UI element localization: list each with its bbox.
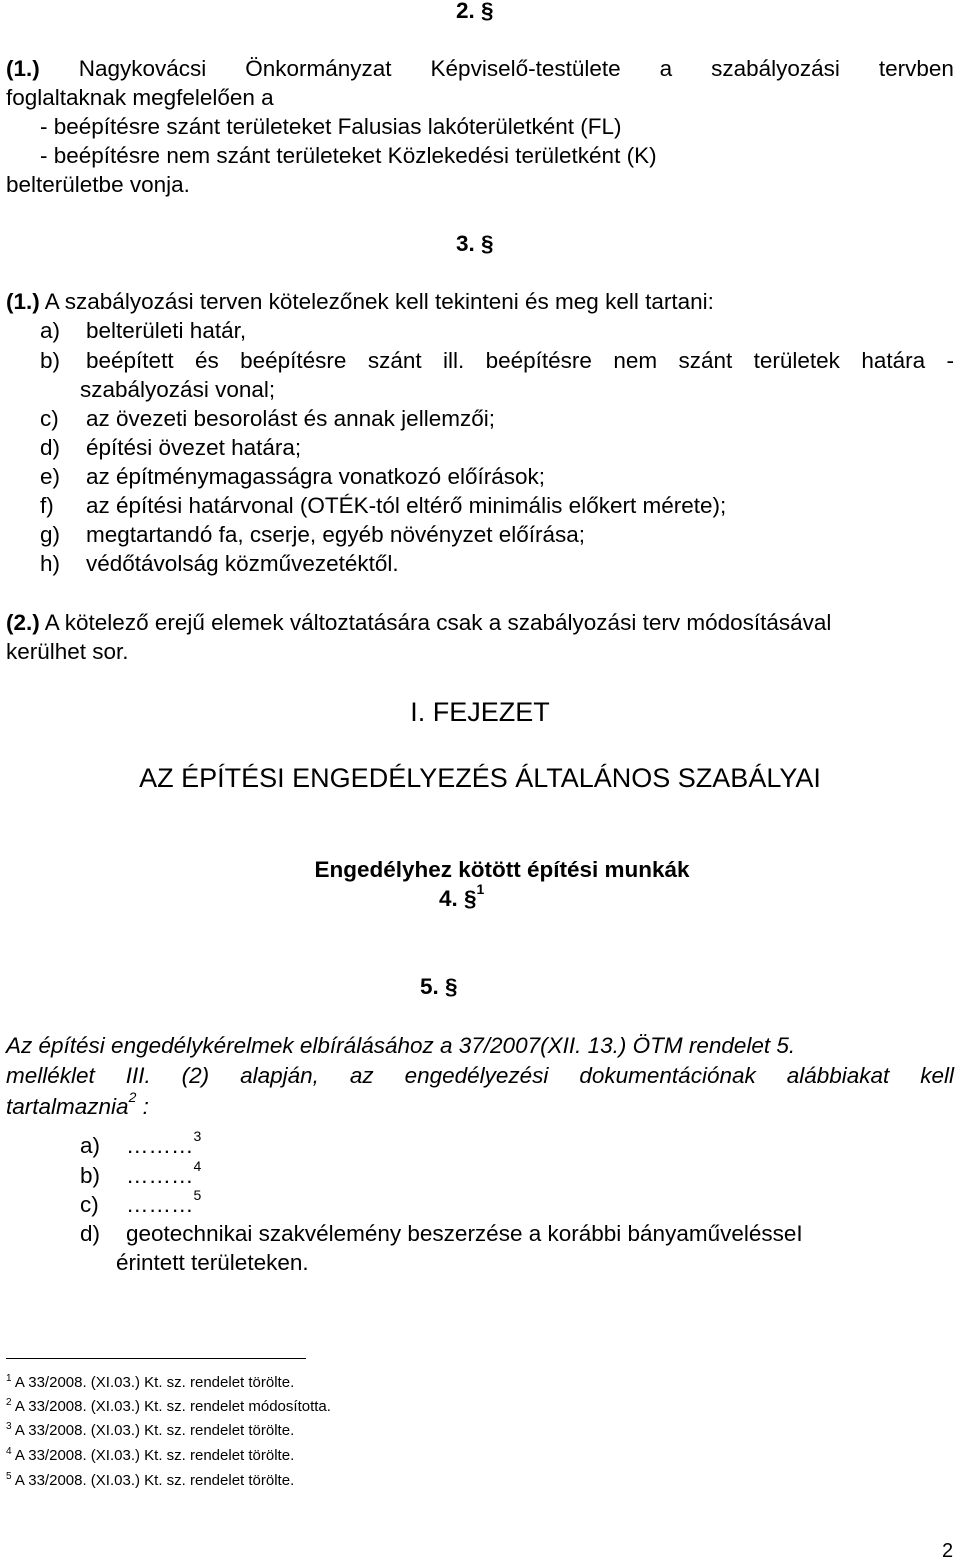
paragraph-number: (1.) <box>6 56 40 81</box>
footnote-ref: 3 <box>193 1128 202 1144</box>
footnote-ref: 1 <box>476 881 485 897</box>
list-item: h) védőtávolság közművezetéktől. <box>40 551 399 576</box>
list-item: a) ………$^3$ <box>80 1128 202 1158</box>
footnote: $^2$ A 33/2008. (XI.03.) Kt. sz. rendelet módosította. <box>6 1397 331 1415</box>
page-number: 2 <box>942 1540 954 1562</box>
word: Képviselő-testülete <box>430 56 621 81</box>
list-item-continuation: szabályozási vonal; <box>80 377 276 402</box>
word: Önkormányzat <box>245 56 392 81</box>
paragraph-line: kerülhet sor. <box>6 639 129 664</box>
list-item: b) beépített és beépítésre szánt ill. beépítésre nem szánt területek határa - <box>40 348 954 373</box>
paragraph-line: belterületbe vonja. <box>6 172 190 197</box>
section-heading-2: 2. § <box>456 0 494 23</box>
chapter-subtitle: Engedélyhez kötött építési munkák <box>314 857 690 882</box>
footnote-ref: 5 <box>193 1187 202 1203</box>
footnote: $^3$ A 33/2008. (XI.03.) Kt. sz. rendelet törölte. <box>6 1421 295 1439</box>
paragraph-line: foglaltaknak megfelelően a <box>6 85 274 110</box>
word: tervben <box>878 56 954 81</box>
paragraph-line <box>6 54 954 83</box>
list-item: a) belterületi határ, <box>40 318 247 343</box>
footnote-ref: 4 <box>193 1158 202 1174</box>
paragraph-text: A kötelező erejű elemek változtatására csak a szabályozási terv módosításával <box>44 610 832 635</box>
word: szabályozási <box>711 56 840 81</box>
section-heading-5: 5. § <box>420 974 458 999</box>
footnote: $^5$ A 33/2008. (XI.03.) Kt. sz. rendelet törölte. <box>6 1471 295 1489</box>
list-item: g) megtartandó fa, cserje, egyéb növényzet előírása; <box>40 522 586 547</box>
footnote-ref: 2 <box>128 1089 137 1105</box>
chapter-number: I. FEJEZET <box>410 697 550 727</box>
list-item: d) építési övezet határa; <box>40 435 302 460</box>
word: a <box>659 56 673 81</box>
section-heading-3: 3. § <box>456 231 494 256</box>
paragraph-text: A szabályozási terven kötelezőnek kell tekinteni és meg kell tartani: <box>44 289 714 314</box>
footnote: $^1$ A 33/2008. (XI.03.) Kt. sz. rendelet törölte. <box>6 1373 295 1391</box>
list-item: c) ………$^5$ <box>80 1187 202 1217</box>
list-item: c) az övezeti besorolást és annak jellemzői; <box>40 406 495 431</box>
word: Nagykovácsi <box>78 56 207 81</box>
list-item: - beépítésre szánt területeket Falusias lakóterületként (FL) <box>40 114 622 139</box>
chapter-title: AZ ÉPÍTÉSI ENGEDÉLYEZÉS ÁLTALÁNOS SZABÁLYAI <box>139 763 821 793</box>
list-item: d) geotechnikai szakvélemény beszerzése a korábbi bányaművelésseI <box>80 1221 803 1246</box>
paragraph-line <box>6 287 714 316</box>
list-item: f) az építési határvonal (OTÉK-tól eltérő minimális előkert mérete); <box>40 493 727 518</box>
list-item: e) az építménymagasságra vonatkozó előírások; <box>40 464 545 489</box>
paragraph-number: (1.) <box>6 289 40 314</box>
paragraph-line: melléklet III. (2) alapján, az engedélyezési dokumentációnak alábbiakat kell <box>6 1063 954 1088</box>
footnote-separator <box>6 1358 306 1359</box>
paragraph-line: Az építési engedélykérelmek elbírálásához a 37/2007(XII. 13.) ÖTM rendelet 5. <box>6 1033 796 1058</box>
paragraph-line <box>6 608 831 637</box>
paragraph-number: (2.) <box>6 610 40 635</box>
section-heading-4: 4. §$^1$ <box>439 881 485 911</box>
list-item-continuation: érintett területeken. <box>116 1250 309 1275</box>
list-item: b) ………$^4$ <box>80 1158 202 1188</box>
list-item: - beépítésre nem szánt területeket Közlekedési területként (K) <box>40 143 657 168</box>
paragraph-line: tartalmaznia$^2$ : <box>6 1089 149 1119</box>
footnote: $^4$ A 33/2008. (XI.03.) Kt. sz. rendelet törölte. <box>6 1446 295 1464</box>
